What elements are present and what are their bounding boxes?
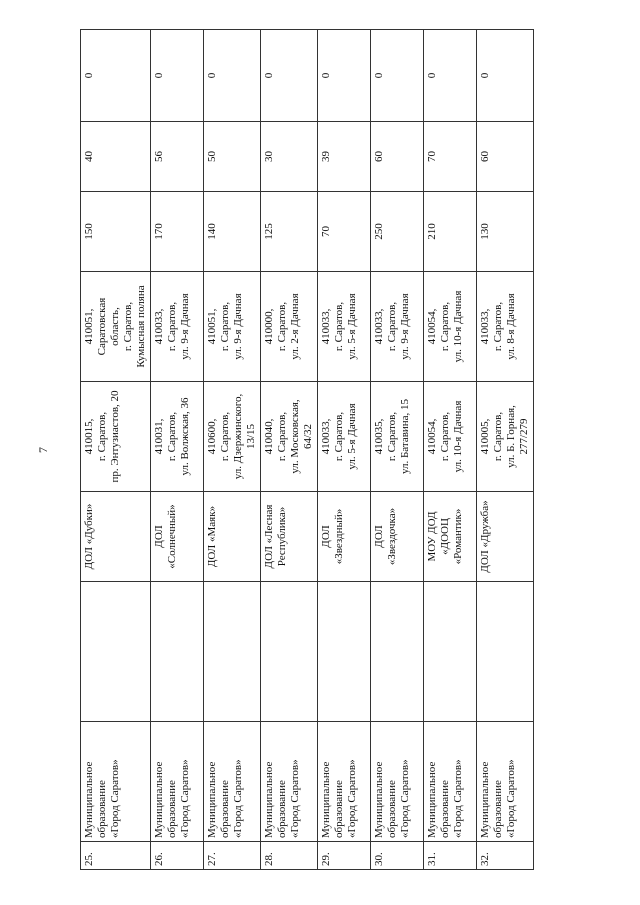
row-number-cell: 25.: [81, 842, 151, 870]
camp-name-cell: ДОЛ «Солнечный»: [151, 492, 204, 582]
address-cell: 410033, г. Саратов, ул. 5-я Дачная: [318, 382, 371, 492]
camp-name-cell: ДОЛ «Звездочка»: [371, 492, 424, 582]
capacity-cell: 130: [477, 192, 534, 272]
location-address-cell: 410051, г. Саратов, ул. 9-я Дачная: [204, 272, 261, 382]
location-address-cell: 410051, Саратовская область, г. Саратов, Кумысная поляна: [81, 272, 151, 382]
zero-value-cell: 0: [151, 30, 204, 122]
address-cell: 410600, г. Саратов, ул. Дзержинского, 13/15: [204, 382, 261, 492]
camp-name-cell: ДОЛ «Лесная Республика»: [261, 492, 318, 582]
row-number-cell: 26.: [151, 842, 204, 870]
table-body: [81, 30, 534, 870]
extra-cell: [261, 582, 318, 722]
organization-cell: Муниципальное образование «Город Саратов»: [477, 722, 534, 842]
zero-value-cell: 0: [371, 30, 424, 122]
page-number: 7: [36, 447, 50, 453]
capacity-cell: 70: [318, 192, 371, 272]
camp-name-cell: МОУ ДОД «ДООЦ «Романтик»: [424, 492, 477, 582]
address-cell: 410005, г. Саратов, ул. Б. Горная, 277/279: [477, 382, 534, 492]
extra-cell: [371, 582, 424, 722]
capacity-cell: 250: [371, 192, 424, 272]
camp-name-cell: ДОЛ «Дружба»: [477, 492, 534, 582]
value-cell: 39: [318, 122, 371, 192]
address-cell: 410031, г. Саратов, ул. Волжская, 36: [151, 382, 204, 492]
table-row: [371, 30, 424, 870]
rotated-content: [36, 30, 530, 870]
zero-value-cell: 0: [318, 30, 371, 122]
capacity-cell: 140: [204, 192, 261, 272]
value-cell: 50: [204, 122, 261, 192]
row-number-cell: 27.: [204, 842, 261, 870]
zero-value-cell: 0: [261, 30, 318, 122]
value-cell: 30: [261, 122, 318, 192]
row-number-cell: 29.: [318, 842, 371, 870]
location-address-cell: 410054, г. Саратов, ул. 10-я Дачная: [424, 272, 477, 382]
location-address-cell: 410033, г. Саратов, ул. 8-я Дачная: [477, 272, 534, 382]
capacity-cell: 170: [151, 192, 204, 272]
zero-value-cell: 0: [81, 30, 151, 122]
location-address-cell: 410000, г. Саратов, ул. 2-я Дачная: [261, 272, 318, 382]
table-row: [318, 30, 371, 870]
extra-cell: [204, 582, 261, 722]
extra-cell: [151, 582, 204, 722]
table-row: [477, 30, 534, 870]
extra-cell: [318, 582, 371, 722]
value-cell: 40: [81, 122, 151, 192]
address-cell: 410015, г. Саратов, пр. Энтузиастов, 20: [81, 382, 151, 492]
organization-cell: Муниципальное образование «Город Саратов»: [318, 722, 371, 842]
row-number-cell: 31.: [424, 842, 477, 870]
camp-name-cell: ДОЛ «Маяк»: [204, 492, 261, 582]
value-cell: 70: [424, 122, 477, 192]
organization-cell: Муниципальное образование «Город Саратов»: [424, 722, 477, 842]
camp-name-cell: ДОЛ «Звездный»: [318, 492, 371, 582]
capacity-cell: 125: [261, 192, 318, 272]
row-number-cell: 30.: [371, 842, 424, 870]
zero-value-cell: 0: [477, 30, 534, 122]
row-number-cell: 32.: [477, 842, 534, 870]
address-cell: 410040, г. Саратов, ул. Московская, 64/32: [261, 382, 318, 492]
table-row: [81, 30, 151, 870]
address-cell: 410054, г. Саратов, ул. 10-я Дачная: [424, 382, 477, 492]
organization-cell: Муниципальное образование «Город Саратов»: [204, 722, 261, 842]
organization-cell: Муниципальное образование «Город Саратов»: [151, 722, 204, 842]
capacity-cell: 150: [81, 192, 151, 272]
extra-cell: [477, 582, 534, 722]
extra-cell: [81, 582, 151, 722]
location-address-cell: 410033, г. Саратов, ул. 9-я Дачная: [371, 272, 424, 382]
zero-value-cell: 0: [424, 30, 477, 122]
value-cell: 60: [371, 122, 424, 192]
table-row: [151, 30, 204, 870]
organization-cell: Муниципальное образование «Город Саратов»: [81, 722, 151, 842]
zero-value-cell: 0: [204, 30, 261, 122]
value-cell: 56: [151, 122, 204, 192]
location-address-cell: 410033, г. Саратов, ул. 9-я Дачная: [151, 272, 204, 382]
table-row: [261, 30, 318, 870]
row-number-cell: 28.: [261, 842, 318, 870]
address-cell: 410035, г. Саратов, ул. Батавина, 15: [371, 382, 424, 492]
organization-cell: Муниципальное образование «Город Саратов»: [261, 722, 318, 842]
table-row: [204, 30, 261, 870]
table-row: [424, 30, 477, 870]
location-address-cell: 410033, г. Саратов, ул. 5-я Дачная: [318, 272, 371, 382]
camp-name-cell: ДОЛ «Дубки»: [81, 492, 151, 582]
capacity-cell: 210: [424, 192, 477, 272]
organization-cell: Муниципальное образование «Город Саратов»: [371, 722, 424, 842]
extra-cell: [424, 582, 477, 722]
value-cell: 60: [477, 122, 534, 192]
camps-table: [80, 29, 534, 870]
